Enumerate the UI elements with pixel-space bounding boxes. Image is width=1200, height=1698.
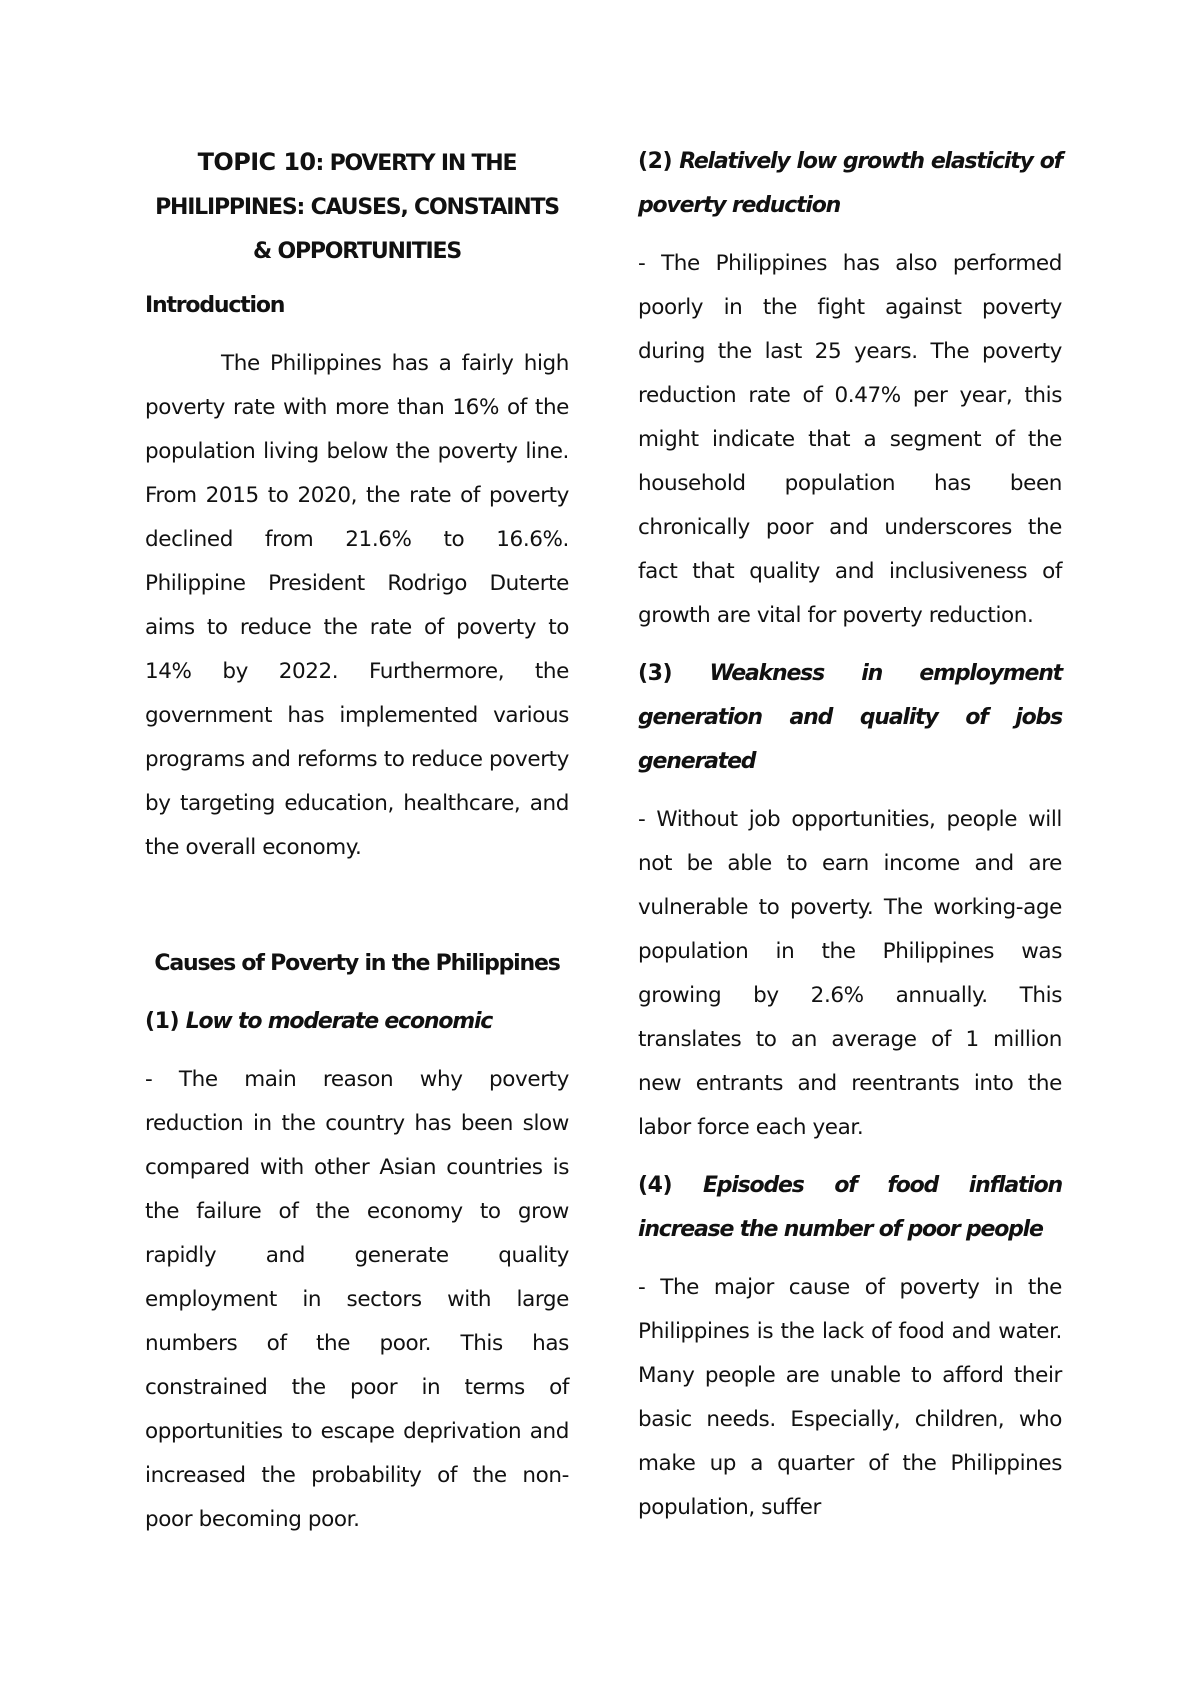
cause-1-number: (1) bbox=[145, 1009, 180, 1034]
cause-4-body: - The major cause of poverty in the Philippines is the lack of food and water. Many people are unable to afford their basic needs. Especially, children, who make up a quarter of the Philippines population, suffer bbox=[638, 1275, 1062, 1520]
cause-4-number: (4) bbox=[638, 1173, 673, 1198]
intro-paragraph: The Philippines has a fairly high poverty rate with more than 16% of the population living below the poverty line. From 2015 to 2020, the rate of poverty declined from 21.6% to 16.6%. Philippine President Rodrigo Duterte aims to reduce the rate of poverty to 14% by 2022. Furthermore, the government has implemented various programs and reforms to reduce poverty by targeting education, healthcare, and the overall economy. bbox=[145, 351, 569, 860]
document-title bbox=[145, 140, 569, 274]
cause-2-number: (2) bbox=[638, 149, 673, 174]
cause-2-title: Relatively low growth elasticity of poverty reduction bbox=[638, 149, 1062, 218]
intro-heading: Introduction bbox=[145, 293, 285, 318]
cause-4-heading bbox=[638, 1164, 1062, 1252]
title-topic: TOPIC 10 bbox=[197, 148, 316, 176]
cause-4-title: Episodes of food inflation increase the number of poor people bbox=[638, 1173, 1062, 1242]
causes-heading: Causes of Poverty in the Philippines bbox=[154, 951, 560, 976]
cause-2-heading bbox=[638, 140, 1062, 228]
right-column bbox=[638, 140, 1062, 1544]
left-column bbox=[145, 140, 569, 1556]
cause-3-number: (3) bbox=[638, 661, 673, 686]
cause-1-heading bbox=[145, 1000, 569, 1044]
cause-3-title: Weakness in employment generation and quality of jobs generated bbox=[638, 661, 1062, 774]
cause-2-body: - The Philippines has also performed poorly in the fight against poverty during the last 25 years. The poverty reduction rate of 0.47% per year, this might indicate that a segment of the household population has been chronically poor and underscores the fact that quality and inclusiveness of growth are vital for poverty reduction. bbox=[638, 251, 1062, 628]
cause-3-body: - Without job opportunities, people will not be able to earn income and are vulnerable to poverty. The working-age population in the Philippines was growing by 2.6% annually. This translates to an average of 1 million new entrants and reentrants into the labor force each year. bbox=[638, 807, 1062, 1140]
cause-3-heading bbox=[638, 652, 1062, 784]
cause-1-body: - The main reason why poverty reduction in the country has been slow compared with other Asian countries is the failure of the economy to grow rapidly and generate quality employment in sectors with large numbers of the poor. This has constrained the poor in terms of opportunities to escape deprivation and increased the probability of the non-poor becoming poor. bbox=[145, 1067, 569, 1532]
title-rest: : POVERTY IN THE PHILIPPINES: CAUSES, CONSTAINTS & OPPORTUNITIES bbox=[155, 151, 559, 264]
cause-1-title: Low to moderate economic bbox=[185, 1009, 493, 1034]
